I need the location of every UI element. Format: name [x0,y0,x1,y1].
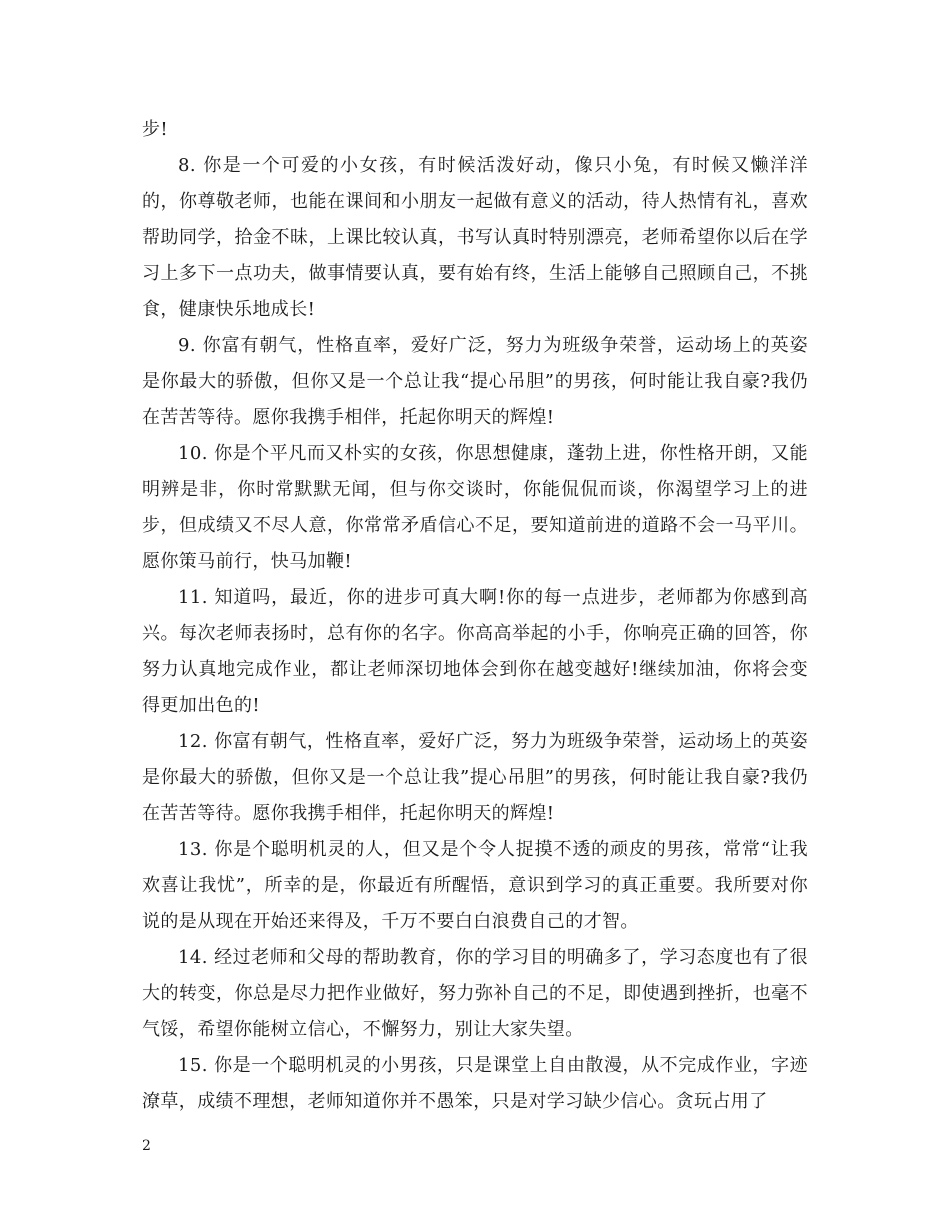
paragraph-13: 13. 你是个聪明机灵的人，但又是个令人捉摸不透的顽皮的男孩，常常“让我欢喜让我忧”，所幸的是，你最近有所醒悟，意识到学习的真正重要。我所要对你说的是从现在开始还来得及，千万不要白白浪费自己的才智。 [142,839,808,932]
paragraph-11: 11. 知道吗，最近，你的进步可真大啊!你的每一点进步，老师都为你感到高兴。每次老师表扬时，总有你的名字。你高高举起的小手，你响亮正确的回答，你努力认真地完成作业，都让老师深切地体会到你在越变越好!继续加油，你将会变得更加出色的! [142,587,808,716]
page-number: 2 [142,1138,151,1154]
document-body [142,112,808,1120]
paragraph-14: 14. 经过老师和父母的帮助教育，你的学习目的明确多了，学习态度也有了很大的转变，你总是尽力把作业做好，努力弥补自己的不足，即使遇到挫折，也毫不气馁，希望你能树立信心，不懈努力，别让大家失望。 [142,947,808,1040]
paragraph-15: 15. 你是一个聪明机灵的小男孩，只是课堂上自由散漫，从不完成作业，字迹潦草，成绩不理想，老师知道你并不愚笨，只是对学习缺少信心。贪玩占用了 [142,1055,808,1112]
paragraph-10: 10. 你是个平凡而又朴实的女孩，你思想健康，蓬勃上进，你性格开朗，又能明辨是非，你时常默默无闻，但与你交谈时，你能侃侃而谈，你渴望学习上的进步，但成绩又不尽人意，你常常矛盾信心不足，要知道前进的道路不会一马平川。愿你策马前行，快马加鞭! [142,443,808,572]
paragraph-9: 9. 你富有朝气，性格直率，爱好广泛，努力为班级争荣誉，运动场上的英姿是你最大的骄傲，但你又是一个总让我“提心吊胆”的男孩，何时能让我自豪?我仍在苦苦等待。愿你我携手相伴，托起你明天的辉煌! [142,335,808,428]
paragraph-8: 8. 你是一个可爱的小女孩，有时候活泼好动，像只小兔，有时候又懒洋洋的，你尊敬老师，也能在课间和小朋友一起做有意义的活动，待人热情有礼，喜欢帮助同学，拾金不昧，上课比较认真，书写认真时特别漂亮，老师希望你以后在学习上多下一点功夫，做事情要认真，要有始有终，生活上能够自己照顾自己，不挑食，健康快乐地成长! [142,155,808,320]
paragraph-continuation: 步! [142,119,169,140]
paragraph-12: 12. 你富有朝气，性格直率，爱好广泛，努力为班级争荣誉，运动场上的英姿是你最大的骄傲，但你又是一个总让我”提心吊胆”的男孩，何时能让我自豪?我仍在苦苦等待。愿你我携手相伴，托起你明天的辉煌! [142,731,808,824]
